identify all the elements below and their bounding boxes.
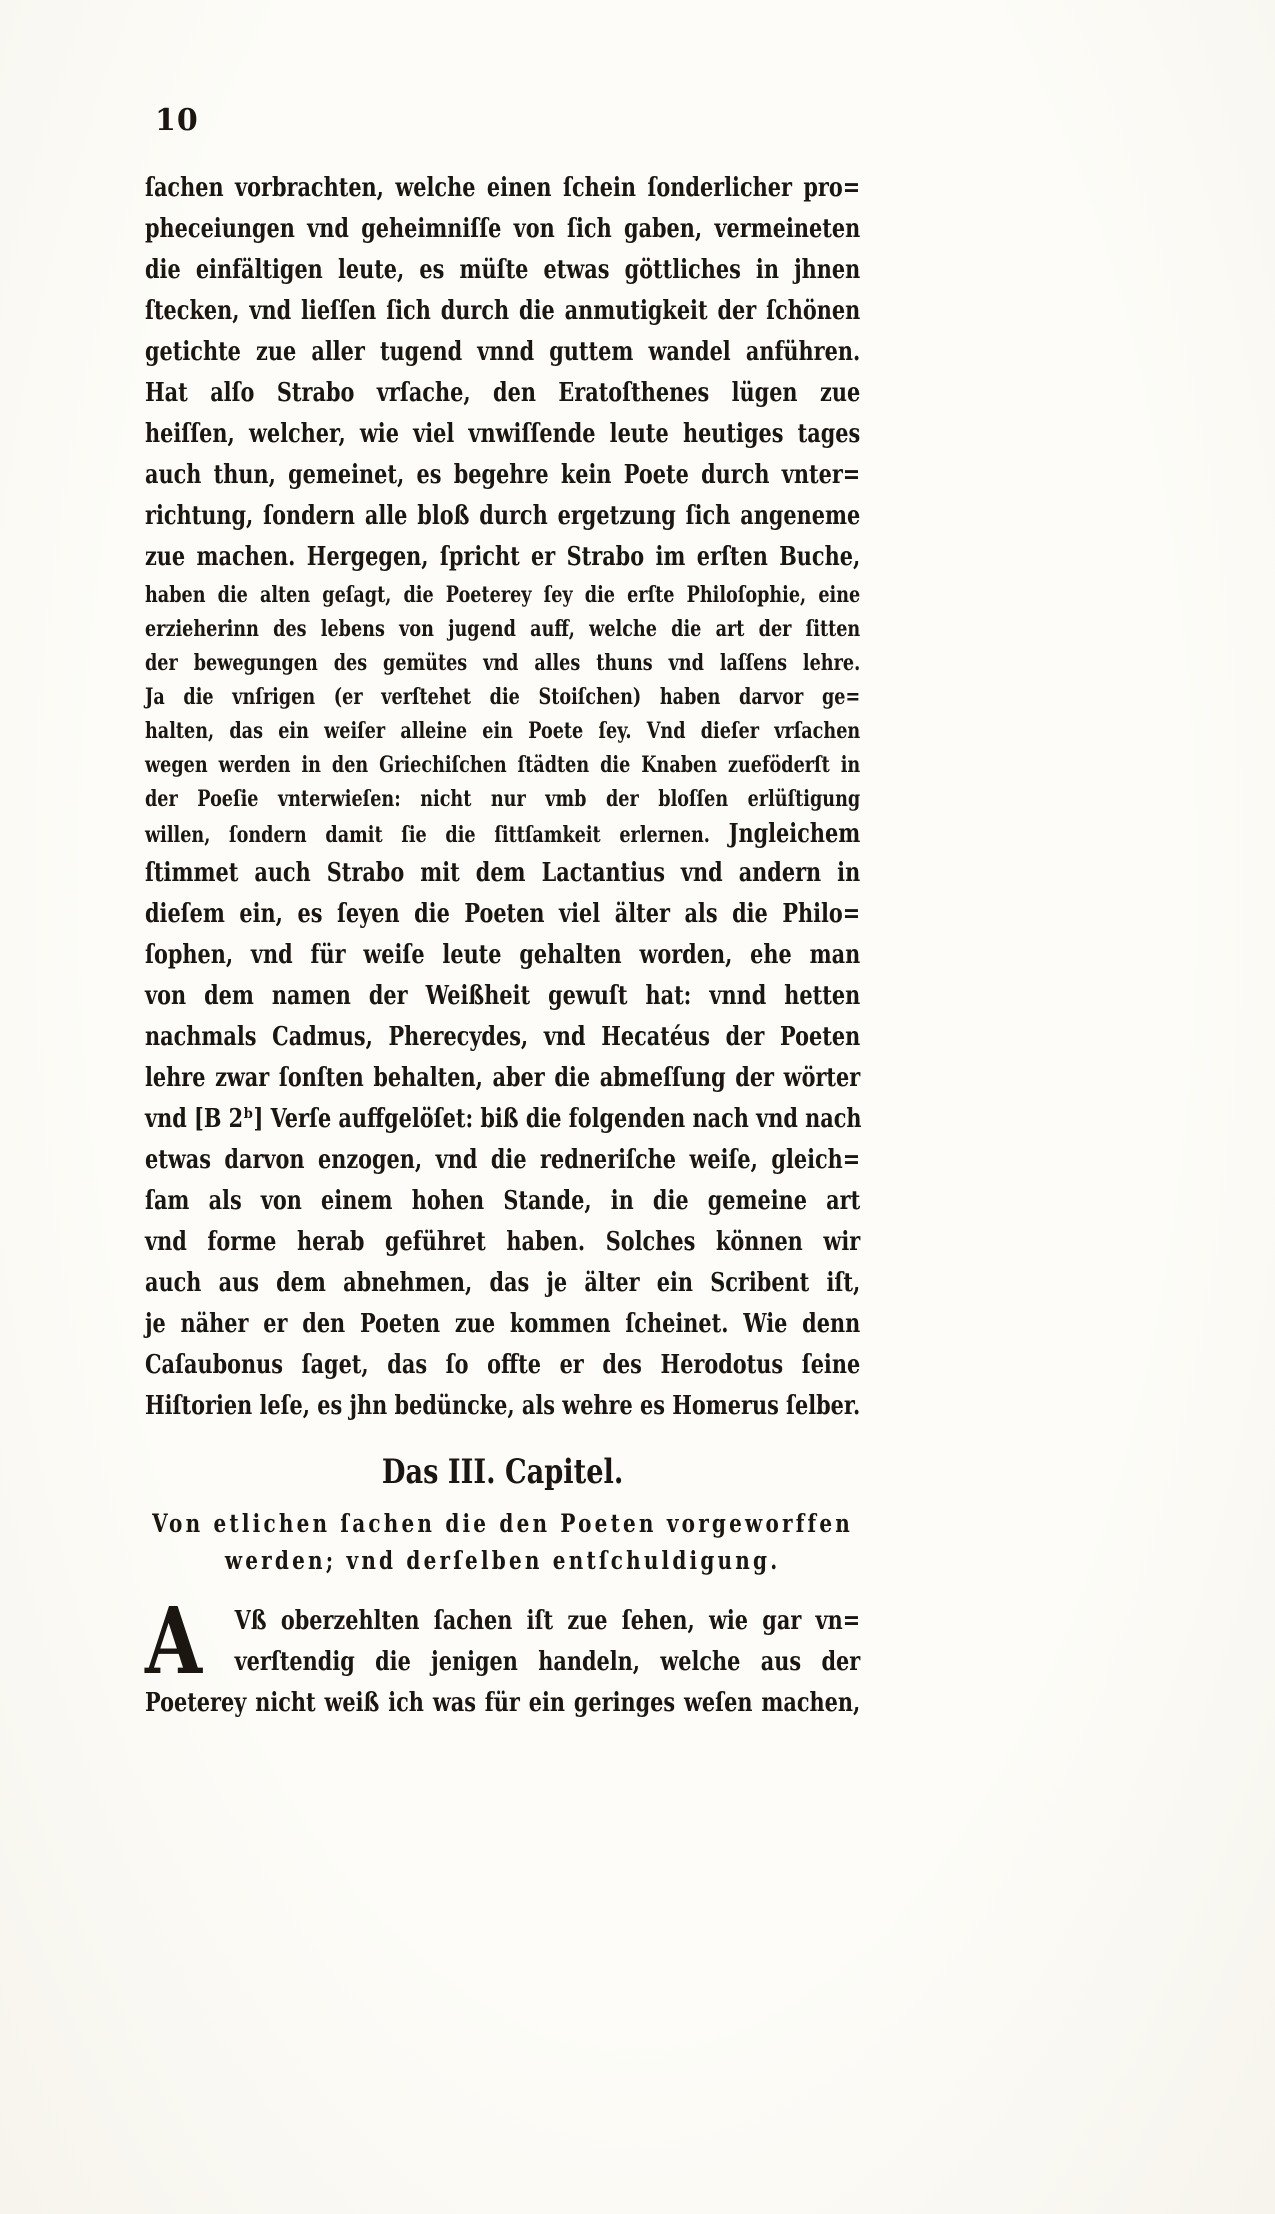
text-line: der Poeſie vnterwieſen: nicht nur vmb der bloſſen erlüſtigung — [145, 786, 861, 812]
text-line: zue machen. Hergegen, ſpricht er Strabo im erſten Buche, — [145, 542, 861, 572]
text-line: lehre zwar ſonſten behalten, aber die abmeſſung der wörter — [145, 1063, 861, 1093]
text-line: richtung, ſondern alle bloß durch ergetzung ſich angeneme — [145, 501, 861, 531]
text-line: halten, das ein weiſer alleine ein Poete ſey. Vnd dieſer vrſachen — [145, 718, 861, 744]
text-line: der bewegungen des gemütes vnd alles thuns vnd laſſens lehre. — [145, 650, 861, 676]
paragraph-block-large-2 — [145, 853, 1039, 1427]
text-line: auch aus dem abnehmen, das je älter ein Scribent iſt, — [145, 1268, 861, 1298]
chapter-heading: Das III. Capitel. — [381, 1452, 624, 1492]
text-line: Hat alſo Strabo vrſache, den Eratoſthenes lügen zue — [145, 378, 861, 408]
chapter-opening-paragraph — [145, 1587, 861, 1724]
dropcap-lines — [235, 1601, 861, 1683]
chapter-subtitle — [145, 1505, 1039, 1579]
text-line: ſam als von einem hohen Stande, in die gemeine art — [145, 1186, 861, 1216]
dropcap-initial: A — [145, 1587, 203, 1695]
text-line: ſachen vorbrachten, welche einen ſchein ſonderlicher pro= — [145, 173, 861, 203]
text-line: ſtecken, vnd lieſſen ſich durch die anmutigkeit der ſchönen — [145, 296, 861, 326]
text-line: wegen werden in den Griechiſchen ſtädten die Knaben zueföderſt in — [145, 752, 861, 778]
paragraph-block-small — [145, 578, 1039, 853]
text-line-large-part: Jngleichem — [728, 819, 861, 849]
text-line: nachmals Cadmus, Pherecydes, vnd Hecatéus der Poeten — [145, 1022, 861, 1052]
text-line: etwas darvon enzogen, vnd die redneriſche weiſe, gleich= — [145, 1145, 861, 1175]
text-line: haben die alten geſagt, die Poeterey ſey die erſte Philoſophie, eine — [145, 582, 861, 608]
text-line: Poeterey nicht weiß ich was für ein geringes weſen machen, — [145, 1688, 861, 1718]
text-line-mixed-size — [145, 816, 860, 853]
text-line: verſtendig die jenigen handeln, welche aus der — [234, 1647, 861, 1677]
text-line: Ja die vnſrigen (er verſtehet die Stoiſchen) haben darvor ge= — [145, 684, 861, 710]
text-line: Vß oberzehlten ſachen iſt zue ſehen, wie gar vn= — [234, 1606, 861, 1636]
page-body — [145, 168, 1039, 1724]
text-line: ſtimmet auch Strabo mit dem Lactantius vnd andern in — [145, 858, 861, 888]
text-line: ſophen, vnd für weiſe leute gehalten worden, ehe man — [145, 940, 861, 970]
text-line: von dem namen der Weißheit gewuſt hat: vnnd hetten — [145, 981, 861, 1011]
text-line: auch thun, gemeinet, es begehre kein Poete durch vnter= — [145, 460, 861, 490]
text-line: Caſaubonus ſaget, das ſo offte er des Herodotus ſeine — [145, 1350, 861, 1380]
chapter-subtitle-line: werden; vnd derſelben entſchuldigung. — [224, 1546, 781, 1575]
text-line: getichte zue aller tugend vnnd guttem wandel anführen. — [145, 337, 861, 367]
page-number: 10 — [155, 103, 199, 138]
dropcap-row — [145, 1587, 861, 1695]
text-line: je näher er den Poeten zue kommen ſcheinet. Wie denn — [145, 1309, 861, 1339]
text-line: dieſem ein, es ſeyen die Poeten viel älter als die Philo= — [145, 899, 861, 929]
text-line: heiſſen, welcher, wie viel vnwiſſende leute heutiges tages — [145, 419, 861, 449]
text-line: pheceiungen vnd geheimniſſe von ſich gaben, vermeineten — [145, 214, 861, 244]
chapter-subtitle-line: Von etlichen ſachen die den Poeten vorgeworffen — [152, 1509, 854, 1538]
text-line: erzieherinn des lebens von jugend auff, welche die art der ſitten — [145, 616, 861, 642]
text-line: die einfältigen leute, es müſte etwas göttliches in jhnen — [145, 255, 861, 285]
text-line: vnd forme herab geführet haben. Solches können wir — [145, 1227, 861, 1257]
paragraph-block-large-1 — [145, 168, 1039, 578]
text-line: Hiſtorien leſe, es jhn bedüncke, als wehre es Homerus ſelber. — [145, 1391, 861, 1421]
text-line-small-part: willen, ſondern damit ſie die ſittſamkeit erlernen. — [145, 822, 710, 848]
text-line: vnd [B 2ᵇ] Verſe auffgelöſet: biß die folgenden nach vnd nach — [145, 1104, 862, 1134]
